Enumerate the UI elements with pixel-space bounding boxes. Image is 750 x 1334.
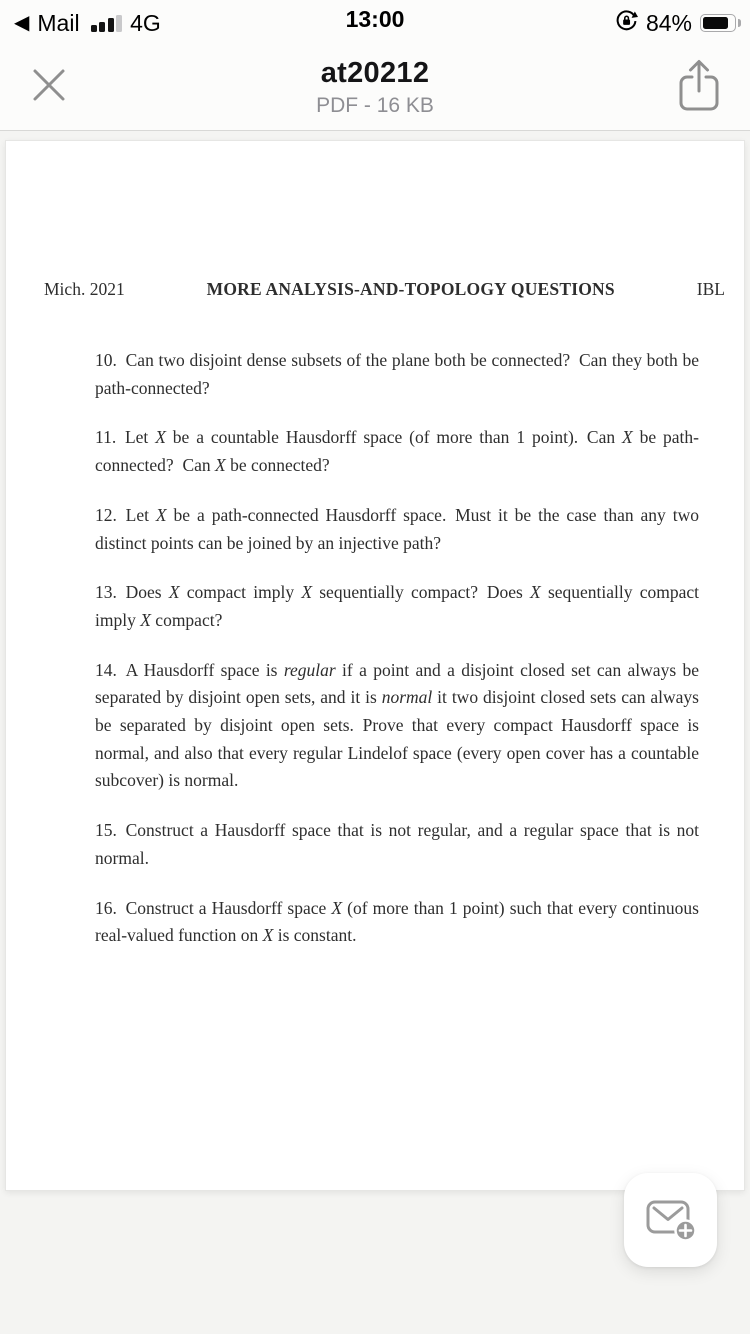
signal-strength-icon <box>91 15 123 32</box>
question: 14. A Hausdorff space is regular if a point and a disjoint closed set can always be separated by disjoint open sets, and it is normal it two disjoint closed sets can always be separated by disjoint open sets. Prove that every compact Hausdorff space is normal, and also that every regular Lindelof space (every open cover has a countable subcover) is normal. <box>95 659 699 791</box>
battery-percent-label: 84% <box>645 9 692 36</box>
document-date: Mich. 2021 <box>44 279 125 299</box>
battery-icon <box>700 14 736 32</box>
compose-mail-icon <box>645 1194 697 1247</box>
file-title: at20212 <box>320 56 430 89</box>
status-right-cluster <box>615 9 736 37</box>
compose-mail-button[interactable] <box>624 1173 717 1267</box>
close-button[interactable] <box>28 64 88 111</box>
question: 11. Let X be a countable Hausdorff space (of more than 1 point). Can X be path-connected? Can X be connected? <box>95 427 699 476</box>
question: 10. Can two disjoint dense subsets of the plane both be connected? Can they both be path-connected? <box>95 350 699 398</box>
close-icon <box>28 64 70 111</box>
document-title: MORE ANALYSIS-AND-TOPOLOGY QUESTIONS <box>206 279 615 299</box>
document-header <box>44 279 725 300</box>
file-info <box>88 57 662 118</box>
network-type-label: 4G <box>130 9 161 36</box>
file-subtitle: PDF - 16 KB <box>316 93 434 117</box>
back-app-label: Mail <box>37 9 80 36</box>
question: 15. Construct a Hausdorff space that is not regular, and a regular space that is not normal. <box>95 820 699 868</box>
question: 12. Let X be a path-connected Hausdorff space. Must it be the case than any two distinct points can be joined by an injective path? <box>95 504 699 553</box>
clock-label: 13:00 <box>345 6 405 32</box>
back-triangle-icon: ◀ <box>14 12 30 34</box>
questions <box>95 347 699 972</box>
document-author-label: IBL <box>696 279 725 299</box>
preview-header <box>0 44 750 130</box>
share-icon <box>676 57 722 117</box>
question: 16. Construct a Hausdorff space X (of more than 1 point) such that every continuous real-valued function on X is constant. <box>95 897 699 946</box>
back-to-mail-button[interactable] <box>14 10 161 37</box>
orientation-lock-icon <box>615 9 638 37</box>
status-bar <box>0 0 750 44</box>
top-chrome <box>0 0 750 131</box>
share-button[interactable] <box>662 57 722 117</box>
pdf-page[interactable] <box>5 140 745 1191</box>
question: 13. Does X compact imply X sequentially compact? Does X sequentially compact imply X compact? <box>95 582 699 630</box>
